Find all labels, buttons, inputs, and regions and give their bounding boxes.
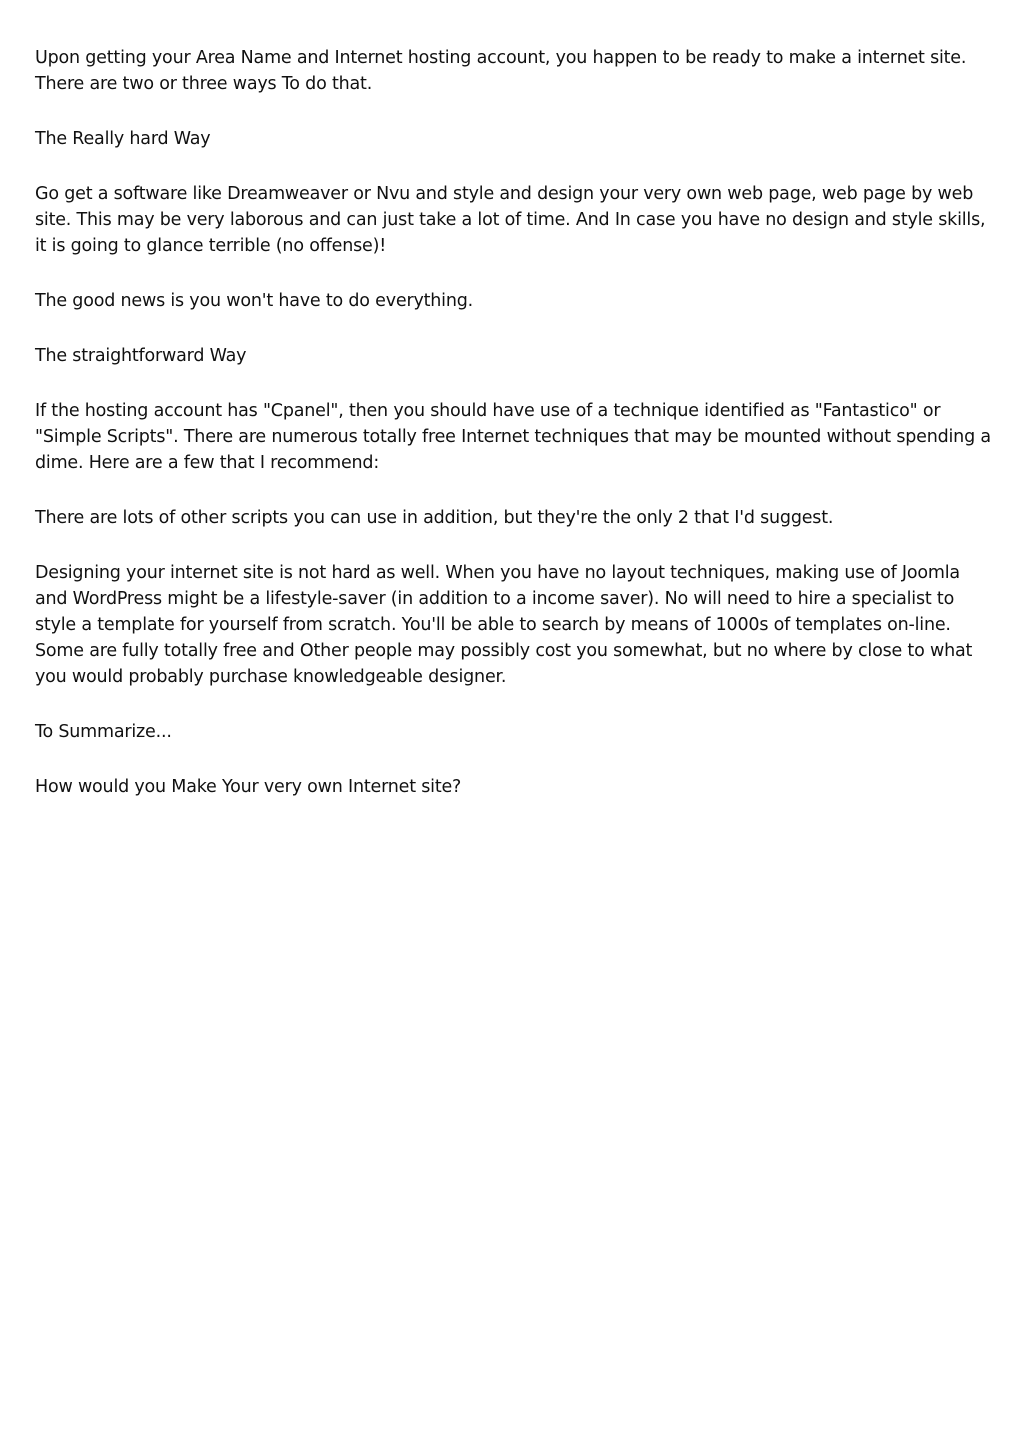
intro-paragraph: Upon getting your Area Name and Internet hosting account, you happen to be ready to make a internet site. There are two or three ways To do that. bbox=[35, 48, 967, 94]
closing-question: How would you Make Your very own Internet site? bbox=[35, 777, 462, 797]
section-heading-straightforward-way: The straightforward Way bbox=[35, 346, 247, 366]
section-heading-hard-way: The Really hard Way bbox=[35, 129, 211, 149]
good-news-paragraph: The good news is you won't have to do everything. bbox=[35, 291, 473, 311]
summary-heading: To Summarize... bbox=[35, 722, 172, 742]
scripts-paragraph: There are lots of other scripts you can use in addition, but they're the only 2 that I'd suggest. bbox=[35, 508, 834, 528]
hard-way-paragraph: Go get a software like Dreamweaver or Nvu and style and design your very own web page, web page by web site. This may be very laborous and can just take a lot of time. And In case you have no design and style skills, it is going to glance terrible (no offense)! bbox=[35, 184, 986, 256]
designing-paragraph: Designing your internet site is not hard as well. When you have no layout techniques, making use of Joomla and WordPress might be a lifestyle-saver (in addition to a income saver). No will need to hire a specialist to style a template for yourself from scratch. You'll be able to search by means of 1000s of templates on-line. Some are fully totally free and Other people may possibly cost you somewhat, but no where by close to what you would probably purchase knowledgeable designer. bbox=[35, 563, 973, 687]
document-body bbox=[35, 45, 995, 829]
cpanel-paragraph: If the hosting account has "Cpanel", then you should have use of a technique identified as "Fantastico" or "Simple Scripts". There are numerous totally free Internet techniques that may be mounted without spending a dime. Here are a few that I recommend: bbox=[35, 401, 991, 473]
